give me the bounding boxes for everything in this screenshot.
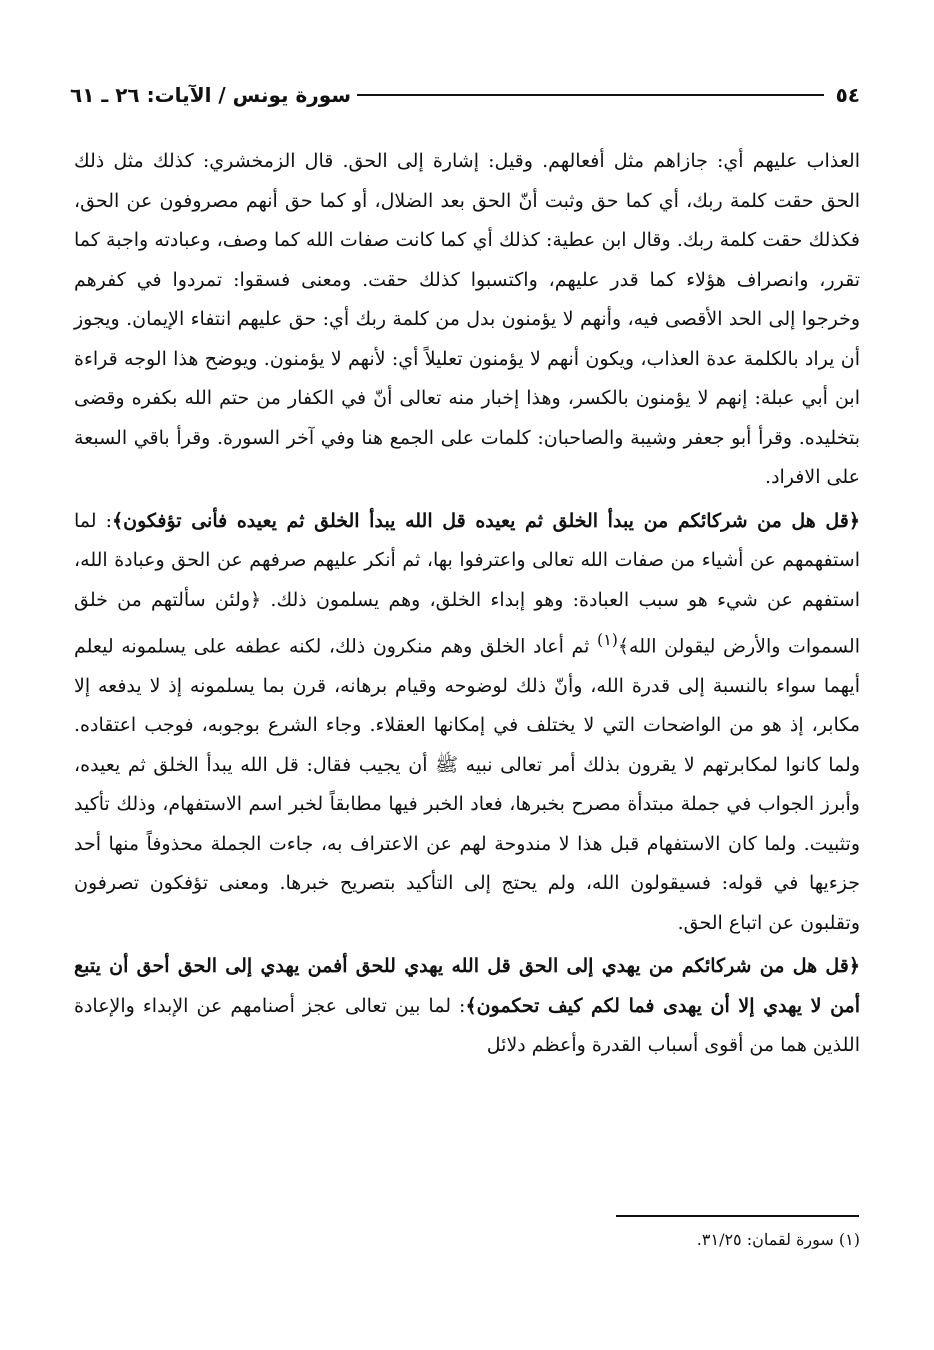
page-header xyxy=(70,80,860,110)
paragraph-2 xyxy=(74,502,860,944)
footnote-mark: (١) xyxy=(597,630,618,649)
quran-verse-1: ﴿قل هل من شركائكم من يبدأ الخلق ثم يعيده قل الله يبدأ الخلق ثم يعيده فأنى تؤفكون﴾ xyxy=(112,509,860,532)
paragraph-2-text-a: : لما استفهمهم عن أشياء من صفات الله تعالى واعترفوا بها، ثم أنكر عليهم صرفهم عن الحق وعبادة الله، استفهم عن شيء هو سبب العبادة: وهو إبداء الخلق، وهم يسلمون ذلك. ﴿ولئن سألتهم من خلق السموات والأرض ليقولن الله﴾ xyxy=(74,509,861,658)
paragraph-3 xyxy=(74,947,860,1066)
page-number: ٥٤ xyxy=(835,83,860,107)
paragraph-1: العذاب عليهم أي: جازاهم مثل أفعالهم. وقيل: إشارة إلى الحق. قال الزمخشري: كذلك مثل ذلك الحق حقت كلمة ربك، أي كما حق وثبت أنّ الحق بعد الضلال، أو كما حق أنهم مصروفون عن الحق، فكذلك حقت كلمة ربك. وقال ابن عطية: كذلك أي كما كانت صفات الله كما وصف، وعبادته واجبة كما تقرر، وانصراف هؤلاء كما قدر عليهم، واكتسبوا كذلك حقت. ومعنى فسقوا: تمردوا في كفرهم وخرجوا إلى الحد الأقصى فيه، وأنهم لا يؤمنون بدل من كلمة ربك أي: حق عليهم انتفاء الإيمان. ويجوز أن يراد بالكلمة عدة العذاب، ويكون أنهم لا يؤمنون تعليلاً أي: لأنهم لا يؤمنون. ويوضح هذا الوجه قراءة ابن أبي عبلة: إنهم لا يؤمنون بالكسر، وهذا إخبار منه تعالى أنّ في الكفار من حتم الله بكفره وقضى بتخليده. وقرأ أبو جعفر وشيبة والصاحبان: كلمات على الجمع هنا وفي آخر السورة. وقرأ باقي السبعة على الافراد. xyxy=(74,150,860,488)
running-title: سورة يونس / الآيات: ٢٦ ـ ٦١ xyxy=(70,83,351,107)
paragraph-2-text-b: ثم أعاد الخلق وهم منكرون ذلك، لكنه عطفه على يسلمونه ليعلم أيهما سواء بالنسبة إلى قدرة الله، وأنّ ذلك لوضوحه وقيام برهانه، قرن بما يسلمونه إذ لا يدفعه إلا مكابر، إذ هو من الواضحات التي لا يختلف في إمكانها العقلاء. وجاء الشرع بوجوبه، فوجب اعتقاده. ولما كانوا لمكابرتهم لا يقرون بذلك أمر تعالى نبيه ﷺ أن يجيب فقال: قل الله يبدأ الخلق ثم يعيده، وأبرز الجواب في جملة مبتدأة مصرح بخبرها، فعاد الخبر فيها مطابقاً لخبر اسم الاستفهام، وذلك تأكيد وتثبيت. ولما كان الاستفهام قبل هذا لا مندوحة لهم عن الاعتراف به، جاءت الجملة محذوفاً منها أحد جزءيها في قوله: فسيقولون الله، ولم يحتج إلى التأكيد بتصريح خبرها. ومعنى تؤفكون تصرفون وتقلبون عن اتباع الحق. xyxy=(74,635,860,934)
page-body xyxy=(74,142,860,1066)
footnote-rule xyxy=(616,1215,859,1217)
header-rule xyxy=(357,94,824,96)
quran-verse-2: ﴿قل هل من شركائكم من يهدي إلى الحق قل الله يهدي للحق أفمن يهدي إلى الحق أحق أن يتبع أمن لا يهدي إلا أن يهدى فما لكم كيف تحكمون﴾ xyxy=(74,955,861,1017)
paragraph-3-text: : لما بين تعالى عجز أصنامهم عن الإبداء والإعادة اللذين هما من أقوى أسباب القدرة وأعظم دلائل xyxy=(74,994,860,1057)
footnote: (١) سورة لقمان: ٣١/٢٥. xyxy=(696,1230,860,1249)
